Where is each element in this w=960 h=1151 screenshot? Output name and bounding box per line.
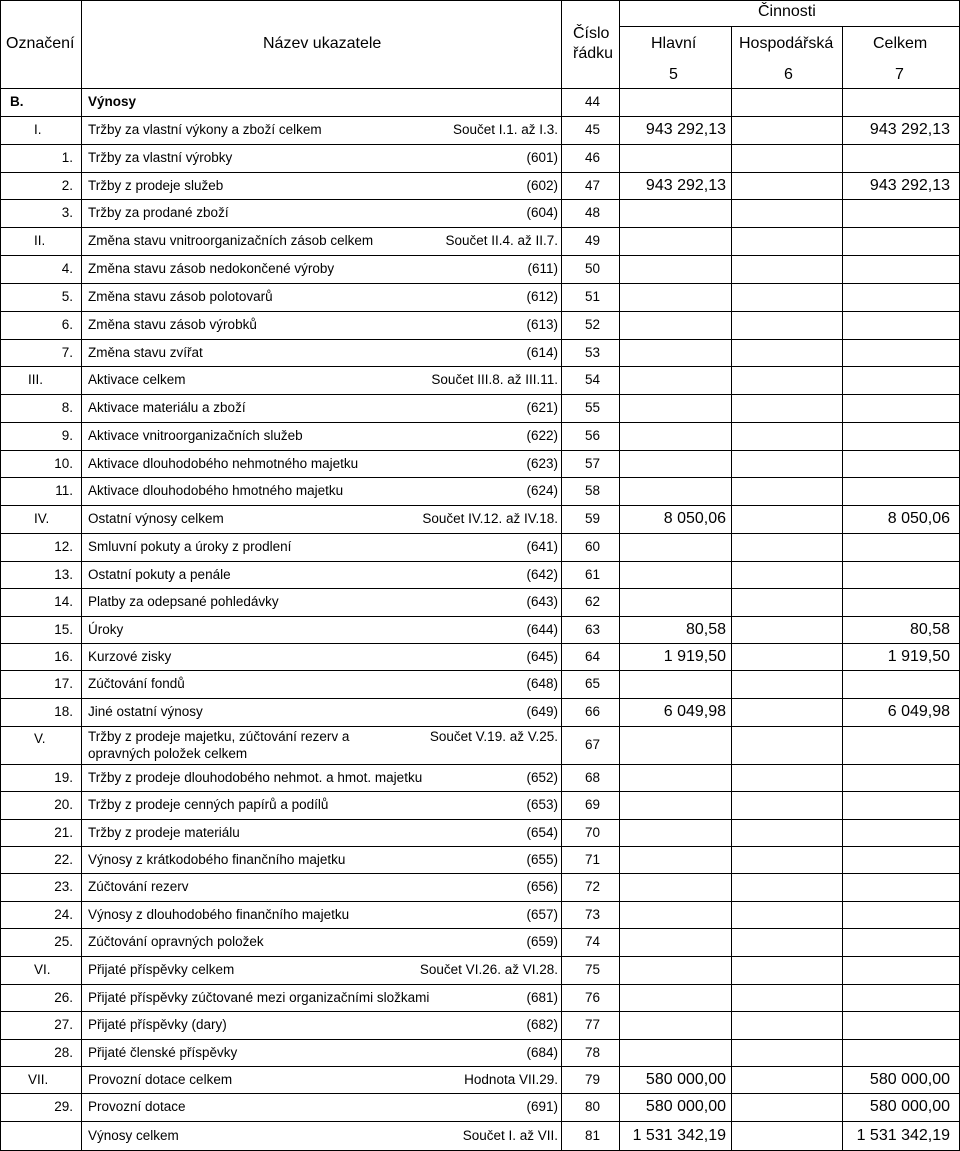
row-code: 1. <box>61 150 73 165</box>
row-reference: (655) <box>526 852 558 867</box>
grid-line <box>0 505 960 506</box>
value-main: 943 292,13 <box>645 177 726 194</box>
row-reference: (654) <box>526 825 558 840</box>
row-reference: Součet I. až VII. <box>462 1128 558 1143</box>
row-code: 17. <box>54 676 73 691</box>
row-name: Aktivace vnitroorganizačních služeb <box>88 428 303 443</box>
row-number: 77 <box>585 1017 601 1032</box>
row-number: 74 <box>585 934 601 949</box>
row-reference: (681) <box>526 990 558 1005</box>
row-code: 28. <box>54 1045 73 1060</box>
row-code: 29. <box>54 1099 73 1114</box>
row-name: Změna stavu zásob výrobků <box>88 317 257 332</box>
row-reference: (642) <box>526 567 558 582</box>
row-name: Tržby z prodeje materiálu <box>88 825 240 840</box>
row-name: Zúčtování opravných položek <box>88 934 264 949</box>
grid-line <box>561 0 562 1151</box>
row-number: 69 <box>585 797 601 812</box>
row-name: Změna stavu vnitroorganizačních zásob celkem <box>88 233 374 248</box>
grid-line <box>842 26 843 1151</box>
grid-line <box>0 172 960 173</box>
row-name: Aktivace materiálu a zboží <box>88 400 246 415</box>
grid-line <box>0 422 960 423</box>
header-total-no: 7 <box>895 66 904 83</box>
row-number: 48 <box>585 205 601 220</box>
row-name: Kurzové zisky <box>88 649 172 664</box>
grid-line <box>0 873 960 874</box>
header-group-title: Činnosti <box>758 3 816 20</box>
row-number: 50 <box>585 261 601 276</box>
grid-line <box>0 819 960 820</box>
row-reference: Součet II.4. až II.7. <box>445 233 558 248</box>
value-total: 943 292,13 <box>869 177 950 194</box>
value-main: 1 531 342,19 <box>632 1127 726 1144</box>
row-name: Přijaté příspěvky celkem <box>88 962 235 977</box>
row-code: 6. <box>61 317 73 332</box>
row-number: 72 <box>585 879 601 894</box>
row-code: 25. <box>54 934 73 949</box>
row-number: 62 <box>585 594 601 609</box>
row-name: Provozní dotace <box>88 1099 186 1114</box>
row-code: 15. <box>54 622 73 637</box>
row-reference: (602) <box>526 178 558 193</box>
grid-line <box>0 0 960 1</box>
row-reference: Součet IV.12. až IV.18. <box>422 511 558 526</box>
row-number: 44 <box>585 94 601 109</box>
row-reference: Hodnota VII.29. <box>464 1072 558 1087</box>
row-number: 63 <box>585 622 601 637</box>
grid-line <box>81 0 82 1151</box>
row-reference: (612) <box>526 289 558 304</box>
grid-line <box>619 26 960 27</box>
grid-line <box>0 846 960 847</box>
row-reference: (652) <box>526 770 558 785</box>
row-number: 53 <box>585 345 601 360</box>
row-number: 68 <box>585 770 601 785</box>
grid-line <box>0 616 960 617</box>
row-name: Provozní dotace celkem <box>88 1072 233 1087</box>
row-name: Aktivace celkem <box>88 372 186 387</box>
row-code: 14. <box>54 594 73 609</box>
header-row-no-line1: Číslo <box>573 25 610 42</box>
row-code: 7. <box>61 345 73 360</box>
row-reference: (684) <box>526 1045 558 1060</box>
row-reference: (657) <box>526 907 558 922</box>
row-reference: (624) <box>526 483 558 498</box>
grid-line <box>0 394 960 395</box>
grid-line <box>0 339 960 340</box>
row-code: 26. <box>54 990 73 1005</box>
grid-line <box>0 588 960 589</box>
value-main: 580 000,00 <box>645 1071 726 1088</box>
row-code: 19. <box>54 770 73 785</box>
row-code: 24. <box>54 907 73 922</box>
row-reference: (649) <box>526 704 558 719</box>
row-name: Výnosy celkem <box>88 1128 179 1143</box>
grid-line <box>0 1011 960 1012</box>
grid-line <box>0 764 960 765</box>
grid-line <box>0 670 960 671</box>
row-number: 66 <box>585 704 601 719</box>
row-name: Smluvní pokuty a úroky z prodlení <box>88 539 292 554</box>
header-economic-no: 6 <box>784 66 793 83</box>
row-code: B. <box>10 94 24 109</box>
grid-line <box>731 26 732 1151</box>
row-name: Platby za odepsané pohledávky <box>88 594 279 609</box>
grid-line <box>0 450 960 451</box>
value-main: 6 049,98 <box>663 703 726 720</box>
value-total: 1 531 342,19 <box>856 1127 950 1144</box>
row-name: Ostatní výnosy celkem <box>88 511 224 526</box>
row-reference: (614) <box>526 345 558 360</box>
row-code: 13. <box>54 567 73 582</box>
row-reference: (611) <box>527 261 558 276</box>
value-total: 1 919,50 <box>887 648 950 665</box>
row-number: 71 <box>585 852 601 867</box>
grid-line <box>0 311 960 312</box>
row-reference: (643) <box>526 594 558 609</box>
grid-line <box>0 726 960 727</box>
row-number: 67 <box>585 737 601 752</box>
row-number: 52 <box>585 317 601 332</box>
row-reference: (604) <box>526 205 558 220</box>
grid-line <box>0 1121 960 1122</box>
grid-line <box>0 477 960 478</box>
row-number: 64 <box>585 649 601 664</box>
row-number: 73 <box>585 907 601 922</box>
row-reference: (613) <box>526 317 558 332</box>
grid-line <box>0 698 960 699</box>
row-code: 27. <box>54 1017 73 1032</box>
row-name: Jiné ostatní výnosy <box>88 704 203 719</box>
row-name-line2: opravných položek celkem <box>88 746 248 761</box>
row-number: 56 <box>585 428 601 443</box>
value-total: 580 000,00 <box>869 1098 950 1115</box>
row-code: 18. <box>54 704 73 719</box>
grid-line <box>0 533 960 534</box>
row-code: 12. <box>54 539 73 554</box>
value-main: 1 919,50 <box>663 648 726 665</box>
row-name: Změna stavu zásob polotovarů <box>88 289 273 304</box>
row-code: 20. <box>54 797 73 812</box>
row-reference: (648) <box>526 676 558 691</box>
value-total: 580 000,00 <box>869 1071 950 1088</box>
header-name: Název ukazatele <box>263 35 382 52</box>
row-reference: (601) <box>526 150 558 165</box>
row-name: Přijaté příspěvky (dary) <box>88 1017 227 1032</box>
row-number: 54 <box>585 372 601 387</box>
row-name: Přijaté příspěvky zúčtované mezi organizačními složkami <box>88 990 430 1005</box>
row-reference: (641) <box>526 539 558 554</box>
grid-line <box>0 116 960 117</box>
row-number: 78 <box>585 1045 601 1060</box>
row-code: VI. <box>34 962 51 977</box>
row-name: Tržby z prodeje majetku, zúčtování rezerv a <box>88 729 350 744</box>
grid-line <box>0 561 960 562</box>
row-code: 9. <box>61 428 73 443</box>
row-reference: (691) <box>526 1099 558 1114</box>
value-main: 80,58 <box>685 621 726 638</box>
row-name: Aktivace dlouhodobého hmotného majetku <box>88 483 344 498</box>
row-reference: Součet V.19. až V.25. <box>429 729 558 744</box>
row-code: IV. <box>34 511 50 526</box>
grid-line <box>0 928 960 929</box>
row-reference: (659) <box>526 934 558 949</box>
value-main: 580 000,00 <box>645 1098 726 1115</box>
row-number: 47 <box>585 178 601 193</box>
header-row-no-line2: řádku <box>573 45 614 62</box>
row-code: V. <box>34 731 46 746</box>
row-name: Aktivace dlouhodobého nehmotného majetku <box>88 456 359 471</box>
header-code: Označení <box>6 35 75 52</box>
row-number: 75 <box>585 962 601 977</box>
header-main-no: 5 <box>669 66 678 83</box>
row-name: Zúčtování rezerv <box>88 879 189 894</box>
grid-line <box>0 643 960 644</box>
row-number: 46 <box>585 150 601 165</box>
row-code: 3. <box>61 205 73 220</box>
row-code: I. <box>34 122 42 137</box>
row-name: Výnosy z dlouhodobého finančního majetku <box>88 907 350 922</box>
header-total: Celkem <box>873 35 928 52</box>
row-code: 5. <box>61 289 73 304</box>
row-number: 79 <box>585 1072 601 1087</box>
grid-line <box>0 227 960 228</box>
row-number: 59 <box>585 511 601 526</box>
row-code: 4. <box>61 261 73 276</box>
value-main: 8 050,06 <box>663 510 726 527</box>
row-name: Výnosy <box>88 94 137 109</box>
grid-line <box>0 1093 960 1094</box>
row-code: 2. <box>61 178 73 193</box>
row-number: 58 <box>585 483 601 498</box>
row-code: II. <box>34 233 46 248</box>
grid-line <box>0 0 1 1151</box>
row-reference: Součet VI.26. až VI.28. <box>419 962 558 977</box>
value-total: 8 050,06 <box>887 510 950 527</box>
row-code: 10. <box>54 456 73 471</box>
grid-line <box>0 901 960 902</box>
row-reference: (682) <box>526 1017 558 1032</box>
row-number: 61 <box>585 567 601 582</box>
row-reference: (645) <box>526 649 558 664</box>
grid-line <box>0 88 960 89</box>
grid-line <box>0 956 960 957</box>
row-reference: (623) <box>526 456 558 471</box>
row-number: 80 <box>585 1099 601 1114</box>
row-code: 21. <box>54 825 73 840</box>
value-total: 80,58 <box>909 621 950 638</box>
row-name: Zúčtování fondů <box>88 676 185 691</box>
row-number: 76 <box>585 990 601 1005</box>
row-number: 45 <box>585 122 601 137</box>
row-number: 81 <box>585 1128 601 1143</box>
row-code: 8. <box>61 400 73 415</box>
grid-line <box>619 0 620 1151</box>
row-name: Změna stavu zásob nedokončené výroby <box>88 261 335 276</box>
row-name: Přijaté členské příspěvky <box>88 1045 238 1060</box>
grid-line <box>0 366 960 367</box>
row-number: 65 <box>585 676 601 691</box>
row-reference: Součet I.1. až I.3. <box>452 122 558 137</box>
row-reference: (653) <box>526 797 558 812</box>
grid-line <box>0 199 960 200</box>
value-total: 6 049,98 <box>887 703 950 720</box>
grid-line <box>0 255 960 256</box>
row-reference: Součet III.8. až III.11. <box>431 372 558 387</box>
row-number: 70 <box>585 825 601 840</box>
header-main: Hlavní <box>651 35 697 52</box>
row-code: 16. <box>54 649 73 664</box>
row-reference: (656) <box>526 879 558 894</box>
value-total: 943 292,13 <box>869 121 950 138</box>
grid-line <box>0 1066 960 1067</box>
grid-line <box>0 1039 960 1040</box>
row-number: 55 <box>585 400 601 415</box>
row-name: Tržby z prodeje cenných papírů a podílů <box>88 797 329 812</box>
row-number: 49 <box>585 233 601 248</box>
row-number: 60 <box>585 539 601 554</box>
row-code: III. <box>28 372 44 387</box>
row-reference: (621) <box>526 400 558 415</box>
row-name: Tržby za prodané zboží <box>88 205 229 220</box>
row-name: Tržby za vlastní výrobky <box>88 150 233 165</box>
row-name: Tržby za vlastní výkony a zboží celkem <box>88 122 322 137</box>
grid-line <box>0 791 960 792</box>
row-name: Ostatní pokuty a penále <box>88 567 231 582</box>
row-name: Úroky <box>88 622 124 637</box>
row-code: 11. <box>55 483 73 498</box>
row-number: 57 <box>585 456 601 471</box>
row-reference: (622) <box>526 428 558 443</box>
row-number: 51 <box>585 289 601 304</box>
row-name: Tržby z prodeje služeb <box>88 178 224 193</box>
row-code: 22. <box>54 852 73 867</box>
value-main: 943 292,13 <box>645 121 726 138</box>
row-code: VII. <box>28 1072 49 1087</box>
grid-line <box>0 984 960 985</box>
row-code: 23. <box>54 879 73 894</box>
row-name: Výnosy z krátkodobého finančního majetku <box>88 852 346 867</box>
row-name: Změna stavu zvířat <box>88 345 203 360</box>
header-economic: Hospodářská <box>739 35 834 52</box>
grid-line <box>0 144 960 145</box>
row-name: Tržby z prodeje dlouhodobého nehmot. a hmot. majetku <box>88 770 423 785</box>
grid-line <box>0 283 960 284</box>
row-reference: (644) <box>526 622 558 637</box>
